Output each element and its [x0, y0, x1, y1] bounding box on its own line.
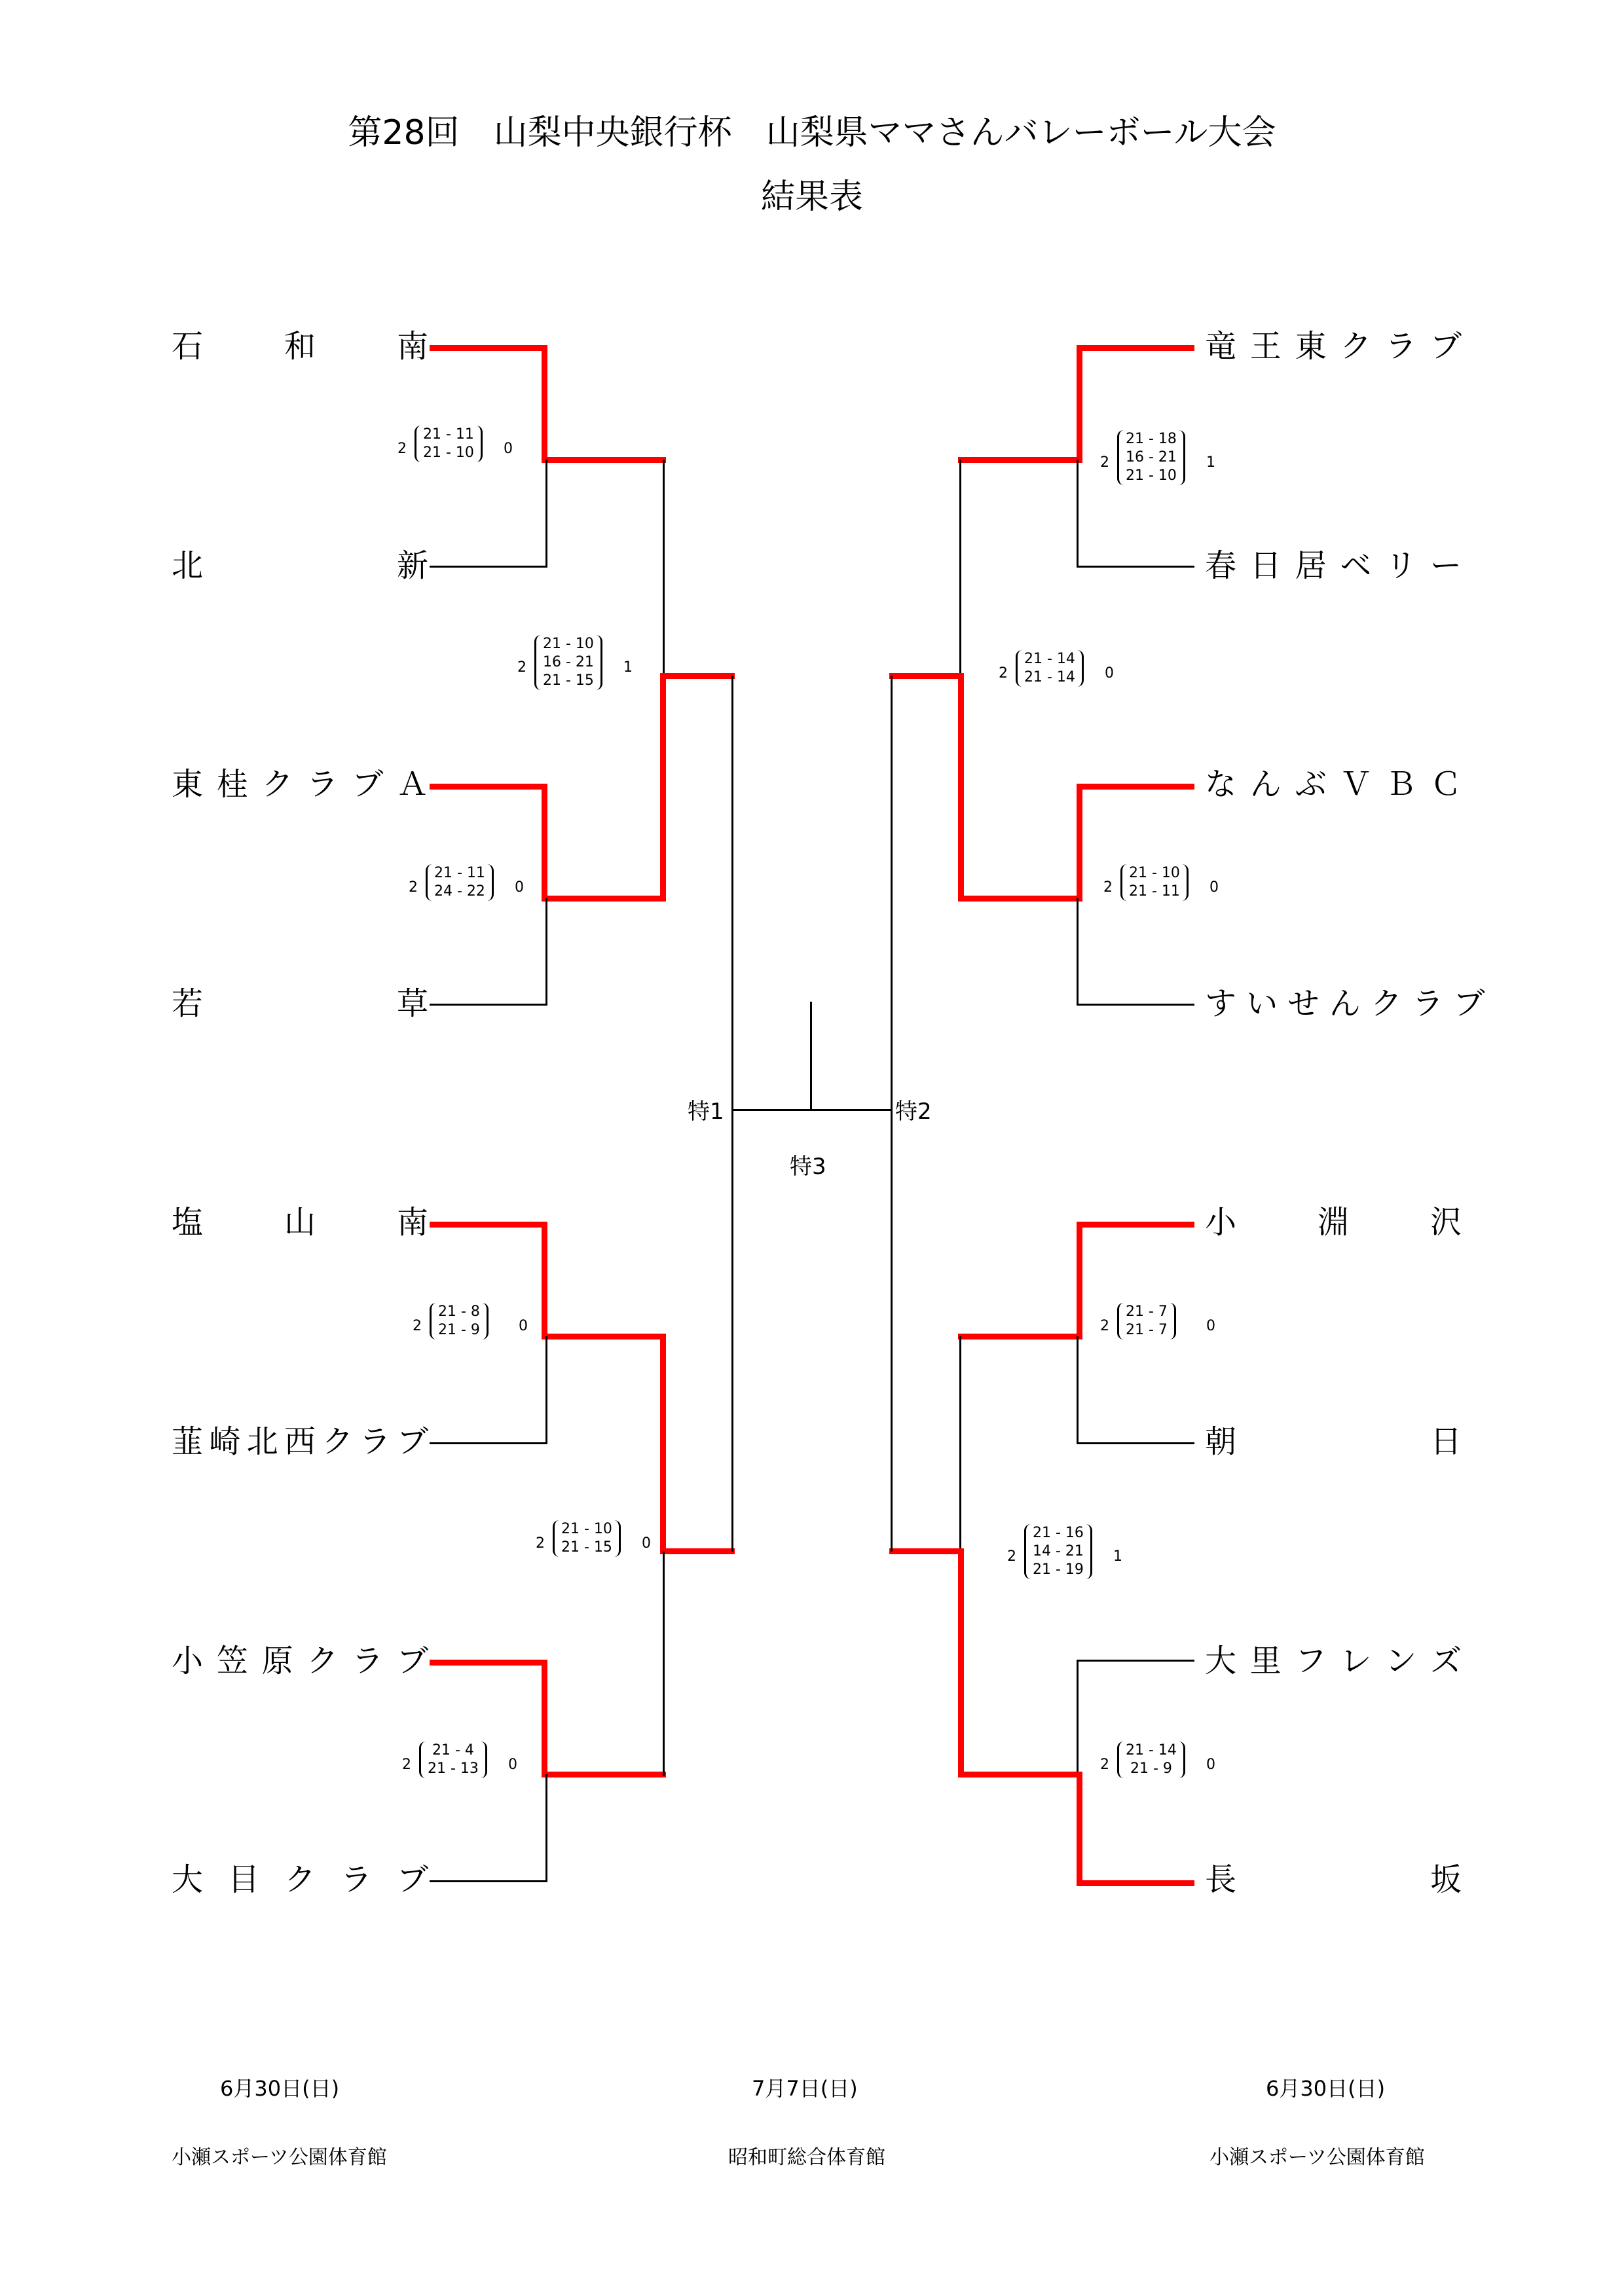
winner-line — [958, 1772, 1082, 1777]
winner-line — [958, 457, 1082, 463]
winner-line — [430, 1222, 547, 1228]
sets-won: 2 — [999, 665, 1008, 682]
sets-lost: 1 — [623, 659, 633, 676]
sets-won: 2 — [413, 1318, 422, 1334]
set-score: 21 - 10 — [1126, 467, 1177, 484]
team-right-4: す い せ ん ク ラ ブ — [1205, 985, 1485, 1022]
sets-lost: 0 — [1206, 1757, 1215, 1773]
team-right-2: 春 日 居 ベ リ ー — [1205, 547, 1462, 584]
team-left-5: 塩 山 南 — [172, 1204, 428, 1241]
winner-line — [430, 784, 547, 790]
bracket-line — [1077, 1004, 1194, 1006]
final-label-left: 特1 — [688, 1099, 724, 1125]
winner-line — [542, 784, 547, 902]
left-date: 6月30日(日) — [220, 2076, 340, 2101]
set-score: 21 - 15 — [561, 1539, 612, 1556]
set-score: 16 - 21 — [543, 654, 594, 670]
winner-line — [542, 1772, 666, 1777]
set-score: 24 - 22 — [434, 883, 485, 900]
bracket-line — [663, 460, 665, 676]
winner-line — [958, 1334, 1082, 1339]
set-score: 21 - 18 — [1126, 431, 1177, 447]
winner-line — [660, 673, 735, 679]
bracket-line — [545, 460, 547, 568]
sets-lost: 0 — [642, 1535, 651, 1552]
winner-line — [1077, 1222, 1194, 1228]
sets-won: 2 — [1100, 454, 1109, 471]
set-score: 21 - 11 — [1129, 883, 1180, 900]
sets-won: 2 — [1100, 1757, 1109, 1773]
sets-won: 2 — [397, 441, 407, 457]
sets-won: 2 — [536, 1535, 545, 1552]
team-left-6: 韮崎北西クラブ — [172, 1423, 428, 1460]
right-venue: 小瀬スポーツ公園体育館 — [1209, 2146, 1425, 2169]
winner-line — [430, 345, 547, 351]
winner-line — [1077, 1772, 1082, 1886]
set-score: 21 - 10 — [1129, 865, 1180, 881]
sets-lost: 0 — [1206, 1318, 1215, 1334]
sets-won: 2 — [517, 659, 526, 676]
winner-line — [542, 1222, 547, 1339]
sets-lost: 0 — [1105, 665, 1114, 682]
set-score: 21 - 7 — [1126, 1322, 1168, 1338]
sets-lost: 0 — [1209, 879, 1219, 896]
bracket-line — [1077, 898, 1079, 1006]
team-right-7: 大 里 フ レ ン ズ — [1205, 1643, 1462, 1679]
winner-line — [660, 673, 666, 902]
team-left-1: 石 和 南 — [172, 328, 428, 365]
set-score: 21 - 11 — [434, 865, 485, 881]
set-score: 21 - 14 — [1024, 651, 1075, 667]
set-score: 21 - 14 — [1024, 669, 1075, 685]
set-score: 21 - 8 — [438, 1303, 480, 1320]
team-right-3: な ん ぶ Ｖ Ｂ Ｃ — [1205, 766, 1462, 803]
team-left-2: 北 新 — [172, 547, 428, 584]
set-score: 21 - 15 — [543, 672, 594, 689]
sets-won: 2 — [1103, 879, 1113, 896]
sets-lost: 1 — [1206, 454, 1215, 471]
set-score: 21 - 7 — [1126, 1303, 1168, 1320]
winner-line — [542, 1660, 547, 1777]
sets-lost: 0 — [504, 441, 513, 457]
final-line — [810, 1002, 812, 1110]
bracket-line — [1077, 1660, 1194, 1662]
winner-line — [1077, 1222, 1082, 1339]
winner-line — [542, 345, 547, 463]
bracket-line — [1077, 566, 1194, 568]
center-date: 7月7日(日) — [752, 2076, 858, 2101]
final-line — [731, 1109, 893, 1111]
bracket-line — [959, 1336, 961, 1552]
bracket-line — [545, 1336, 547, 1444]
bracket-line — [430, 1880, 547, 1882]
sets-won: 2 — [402, 1757, 411, 1773]
left-venue: 小瀬スポーツ公園体育館 — [172, 2146, 387, 2169]
results-subtitle: 結果表 — [760, 177, 863, 217]
team-left-4: 若 草 — [172, 985, 428, 1022]
set-score: 21 - 14 — [1126, 1742, 1177, 1758]
right-date: 6月30日(日) — [1266, 2076, 1386, 2101]
winner-line — [542, 1334, 666, 1339]
tournament-title: 第28回 山梨中央銀行杯 山梨県ママさんバレーボール大会 — [348, 113, 1276, 153]
winner-line — [1077, 345, 1082, 463]
final-label-right: 特2 — [895, 1099, 932, 1125]
team-right-5: 小 淵 沢 — [1205, 1204, 1462, 1241]
team-left-3: 東 桂 ク ラ ブ Ａ — [172, 766, 428, 803]
sets-won: 2 — [409, 879, 418, 896]
winner-line — [958, 896, 1082, 902]
center-venue: 昭和町総合体育館 — [728, 2146, 885, 2169]
set-score: 14 - 21 — [1033, 1543, 1084, 1559]
winner-line — [430, 1660, 547, 1666]
winner-line — [660, 1548, 735, 1554]
sets-lost: 0 — [519, 1318, 528, 1334]
team-right-1: 竜 王 東 ク ラ ブ — [1205, 328, 1462, 365]
bracket-line — [1077, 460, 1079, 568]
winner-line — [1077, 1880, 1194, 1886]
set-score: 21 - 19 — [1033, 1561, 1084, 1578]
sets-won: 2 — [1100, 1318, 1109, 1334]
set-score: 21 - 11 — [423, 426, 474, 443]
set-score: 21 - 10 — [423, 445, 474, 461]
winner-line — [1077, 345, 1194, 351]
sets-won: 2 — [1007, 1548, 1016, 1565]
set-score: 21 - 16 — [1033, 1525, 1084, 1541]
team-left-7: 小 笠 原 ク ラ ブ — [172, 1643, 428, 1679]
set-score: 21 - 13 — [428, 1760, 479, 1777]
bracket-line — [545, 1774, 547, 1882]
bracket-line — [1077, 1336, 1079, 1444]
set-score: 21 - 10 — [543, 636, 594, 652]
set-score: 21 - 9 — [1130, 1760, 1172, 1777]
bracket-line — [430, 1442, 547, 1444]
winner-line — [1077, 784, 1194, 790]
sets-lost: 0 — [515, 879, 524, 896]
winner-line — [660, 1334, 666, 1554]
team-right-6: 朝 日 — [1205, 1423, 1462, 1460]
winner-line — [542, 457, 666, 463]
winner-line — [889, 673, 964, 679]
sets-lost: 1 — [1113, 1548, 1122, 1565]
bracket-line — [1077, 1442, 1194, 1444]
set-score: 21 - 4 — [432, 1742, 474, 1758]
team-left-8: 大 目 ク ラ ブ — [172, 1861, 428, 1898]
final-label-center: 特3 — [790, 1154, 826, 1180]
winner-line — [958, 1548, 964, 1777]
set-score: 16 - 21 — [1126, 449, 1177, 465]
bracket-line — [430, 566, 547, 568]
bracket-line — [663, 1552, 665, 1776]
bracket-line — [891, 676, 893, 1552]
winner-line — [542, 896, 666, 902]
sets-lost: 0 — [508, 1757, 517, 1773]
winner-line — [958, 673, 964, 902]
bracket-line — [959, 460, 961, 676]
bracket-line — [430, 1004, 547, 1006]
team-right-8: 長 坂 — [1205, 1861, 1462, 1898]
bracket-line — [1077, 1660, 1079, 1775]
set-score: 21 - 10 — [561, 1521, 612, 1537]
bracket-line — [545, 898, 547, 1006]
winner-line — [889, 1548, 964, 1554]
winner-line — [1077, 784, 1082, 902]
bracket-line — [731, 676, 733, 1552]
set-score: 21 - 9 — [438, 1322, 480, 1338]
